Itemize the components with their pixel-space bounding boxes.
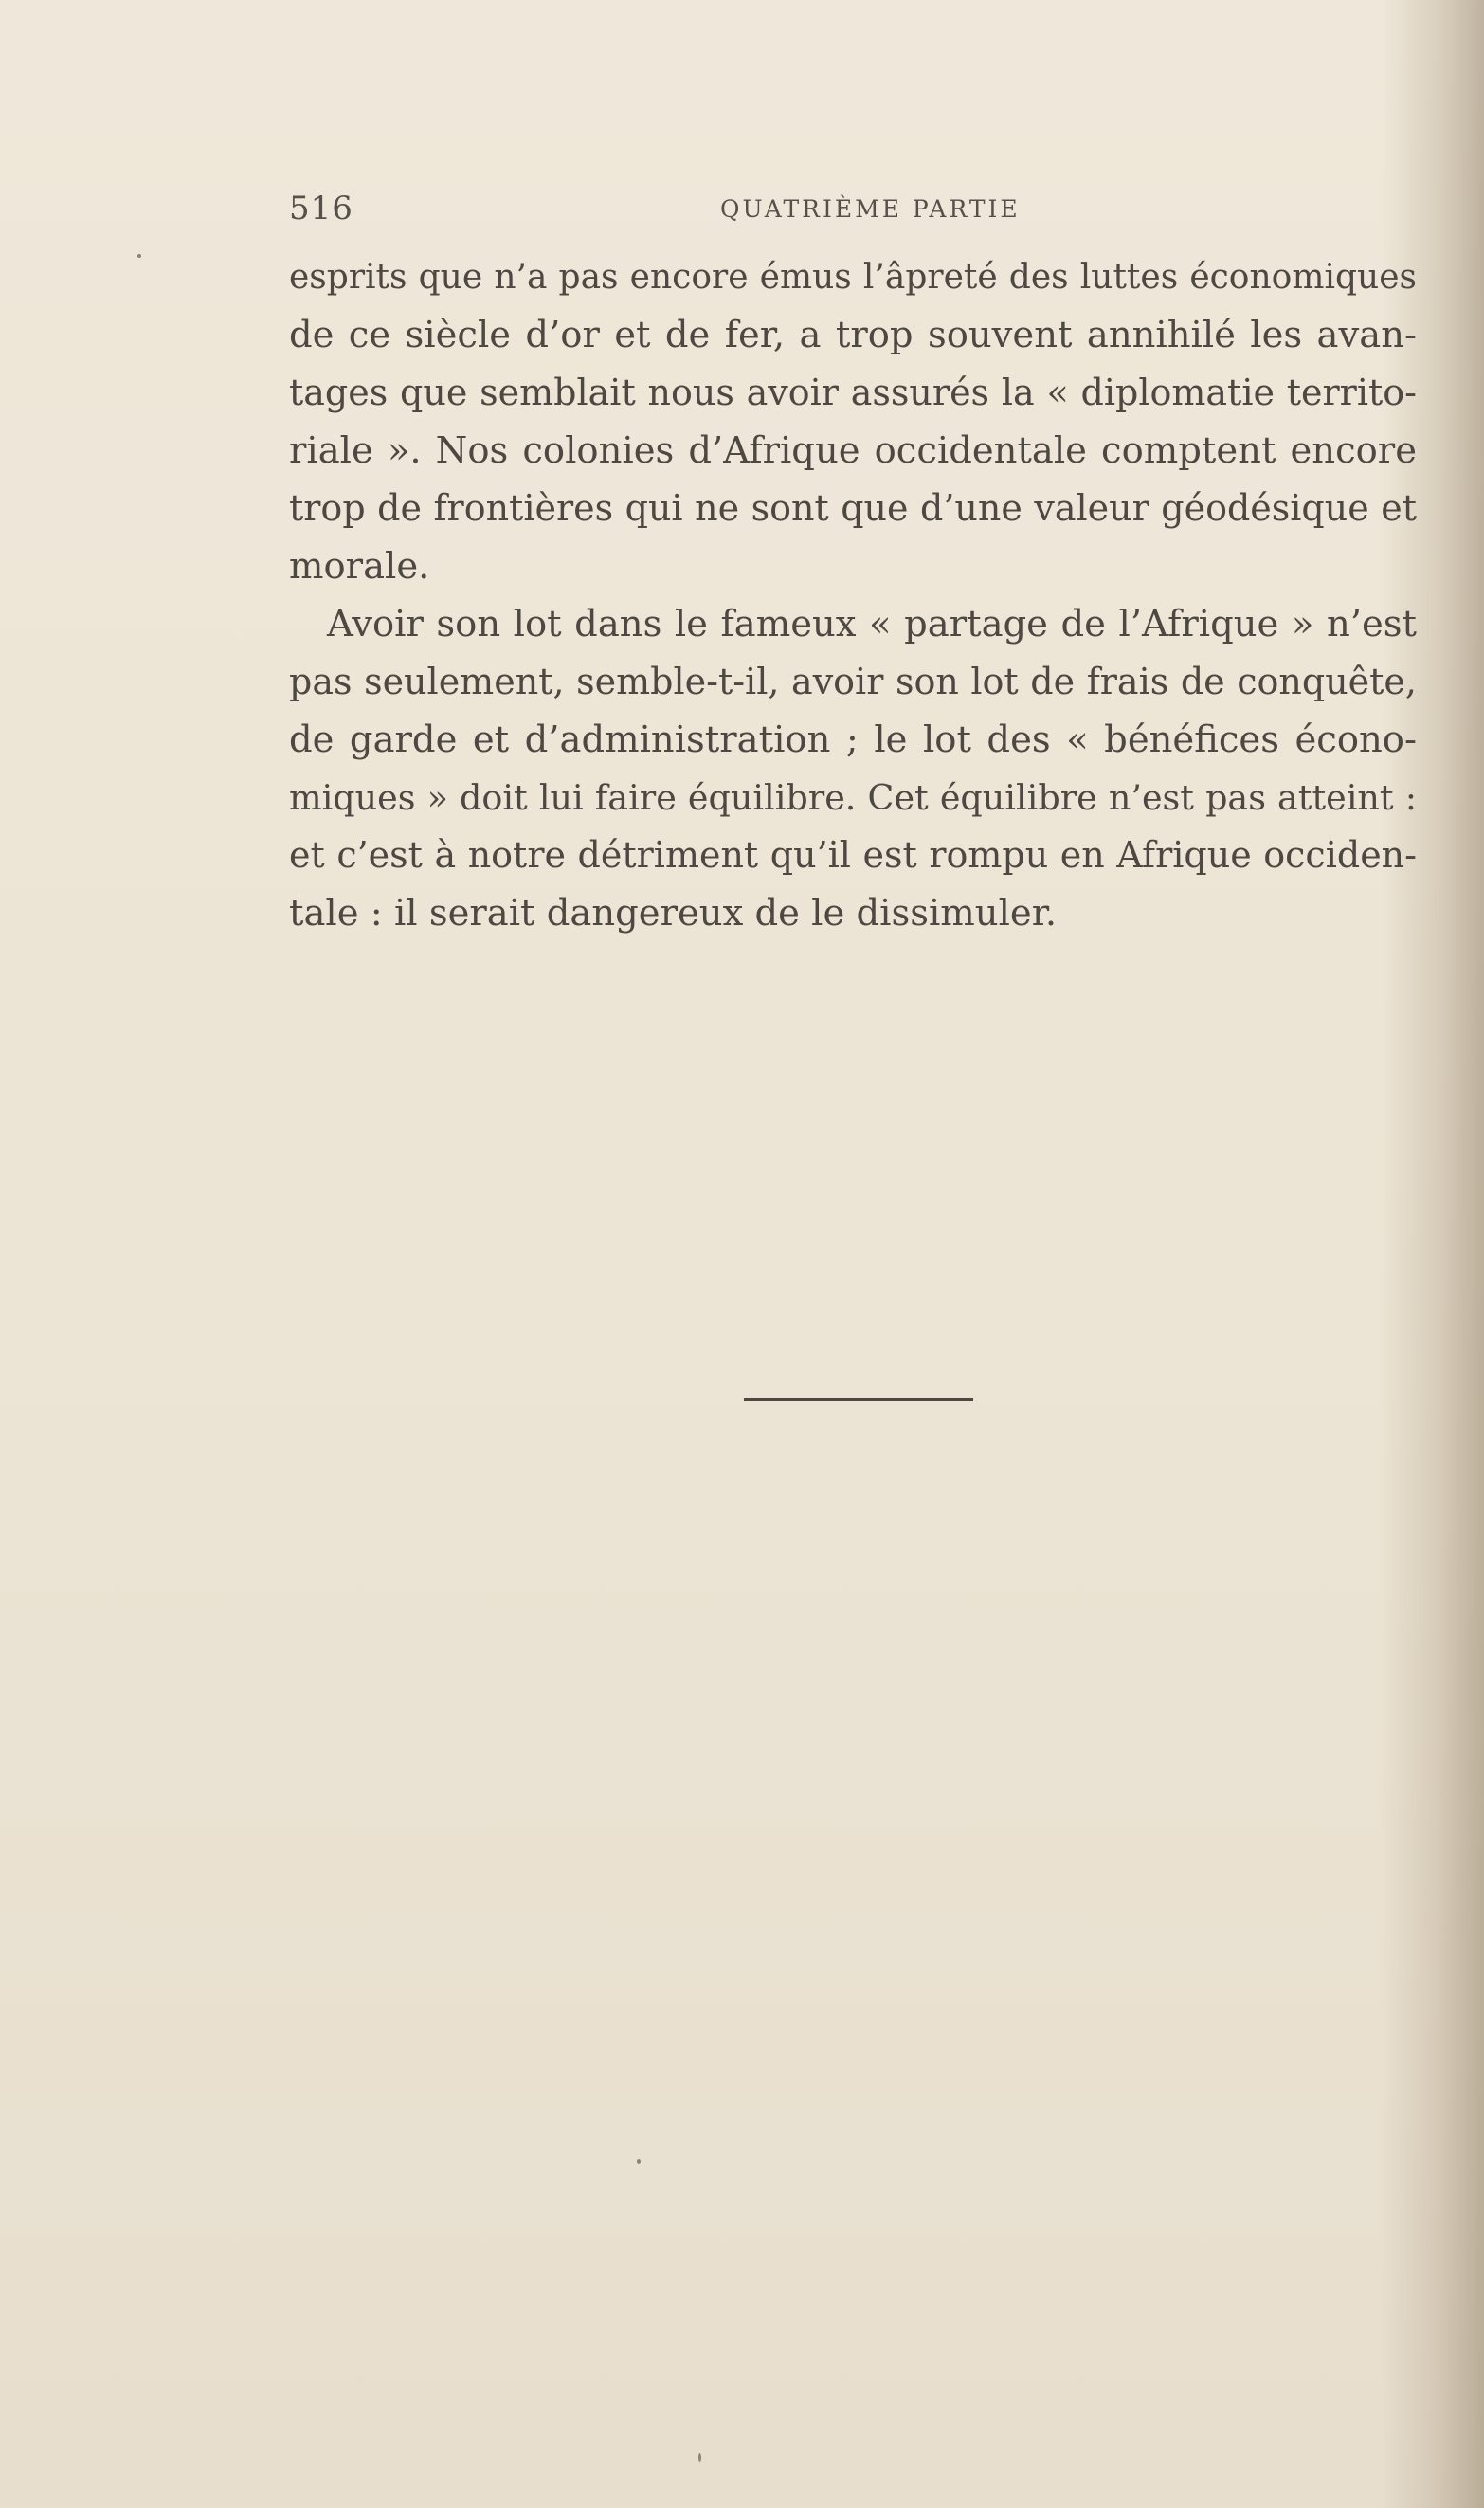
text-line: morale.	[289, 545, 430, 588]
text-line: de garde et d’administration ; le lot des « bénéfices écono-	[289, 718, 1417, 761]
text-line: de ce siècle d’or et de fer, a trop souvent annihilé les avan-	[289, 314, 1417, 356]
running-head: QUATRIÈME PARTIE	[720, 195, 1021, 223]
text-line: Avoir son lot dans le fameux « partage de l’Afrique » n’est	[327, 603, 1417, 645]
paragraph-2	[289, 595, 1417, 942]
text-line: et c’est à notre détriment qu’il est rompu en Afrique occiden-	[289, 834, 1417, 876]
text-line: tages que semblait nous avoir assurés la « diplomatie territo-	[289, 372, 1417, 413]
page-number: 516	[289, 190, 353, 227]
paragraph-1	[289, 248, 1417, 595]
body-text	[289, 248, 1417, 942]
paper-speck	[698, 2453, 701, 2462]
text-line: tale : il serait dangereux de le dissimuler.	[289, 892, 1058, 935]
text-line: pas seulement, semble-t-il, avoir son lot de frais de conquête,	[289, 661, 1417, 702]
text-line: trop de frontières qui ne sont que d’une valeur géodésique et	[289, 487, 1417, 529]
end-rule	[744, 1398, 973, 1401]
text-line: esprits que n’a pas encore émus l’âpreté des luttes économiques	[289, 258, 1417, 297]
text-line: riale ». Nos colonies d’Afrique occidentale comptent encore	[289, 429, 1417, 472]
text-line: miques » doit lui faire équilibre. Cet équilibre n’est pas atteint :	[289, 777, 1417, 818]
paper-speck	[137, 254, 141, 258]
paper-speck	[637, 2159, 641, 2164]
page-header	[289, 190, 1417, 227]
